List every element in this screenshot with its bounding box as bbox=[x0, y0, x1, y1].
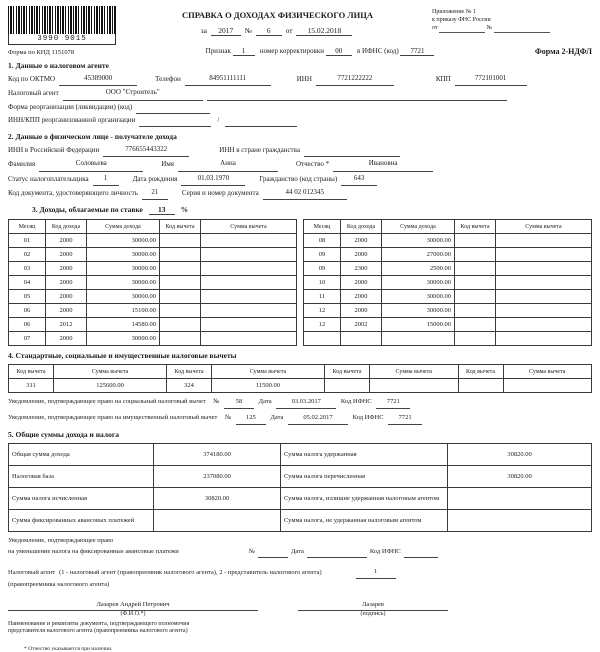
cell-total-label: Сумма налога, не удержанная налоговым агентом bbox=[281, 509, 448, 531]
from-label: от bbox=[285, 26, 293, 35]
inn-rf-row bbox=[8, 143, 592, 157]
notice-social-date-label: Дата bbox=[258, 398, 272, 406]
notice-advance-date-label: Дата bbox=[290, 548, 304, 556]
cell-code[interactable]: 2300 bbox=[341, 262, 382, 276]
signature-block bbox=[298, 601, 448, 617]
cell-code[interactable]: 2000 bbox=[341, 248, 382, 262]
agent-type-row bbox=[8, 566, 592, 579]
ifns-value[interactable]: 7721 bbox=[400, 47, 434, 56]
cell-ded-code[interactable] bbox=[160, 234, 201, 248]
cell-month[interactable]: 12 bbox=[304, 304, 341, 318]
inn-foreign-label: ИНН в стране гражданства bbox=[219, 146, 300, 155]
cell-code[interactable]: 2000 bbox=[341, 276, 382, 290]
notice-social-num-label: № bbox=[213, 398, 220, 406]
cell-amount[interactable]: 15100.00 bbox=[87, 304, 160, 318]
cell-month[interactable] bbox=[304, 332, 341, 346]
totals-table bbox=[8, 443, 592, 532]
col-ded-amount-1: Сумма вычета bbox=[54, 365, 167, 379]
cell-total-label: Налоговая база bbox=[9, 465, 154, 487]
signer-name-block bbox=[8, 601, 258, 617]
section3-title: 3. Доходы, облагаемые по ставке bbox=[32, 205, 143, 215]
notice-advance-row bbox=[0, 532, 600, 558]
cell-amount[interactable]: 2500.00 bbox=[382, 262, 455, 276]
table-header-row bbox=[304, 220, 592, 234]
agent-type-hint: (1 - налоговый агент (правопреемник налогового агента), 2 - представитель налогового агента) bbox=[59, 569, 322, 577]
section1-fields bbox=[0, 72, 600, 127]
table-row bbox=[9, 234, 297, 248]
cell-total-label: Сумма налога перечисленная bbox=[281, 465, 448, 487]
notice-advance-ifns[interactable] bbox=[404, 557, 438, 558]
cell-amount[interactable]: 15000.00 bbox=[382, 318, 455, 332]
barcode-number: 3990 9015 bbox=[8, 34, 116, 45]
cell-ded-code[interactable] bbox=[160, 304, 201, 318]
oktmo-value[interactable]: 45389000 bbox=[59, 72, 137, 86]
cell-deduction-amount[interactable]: 11500.00 bbox=[212, 379, 325, 393]
korr-value[interactable]: 00 bbox=[326, 47, 352, 56]
cell-ded-amount[interactable] bbox=[201, 276, 297, 290]
table-row bbox=[9, 443, 592, 465]
authority-doc-note bbox=[0, 617, 600, 637]
title-block bbox=[123, 6, 432, 36]
signature-row bbox=[0, 591, 600, 617]
cell-month[interactable]: 08 bbox=[304, 234, 341, 248]
section2-title: 2. Данные о физическом лице - получателе дохода bbox=[8, 132, 177, 142]
reorg-value[interactable] bbox=[136, 113, 210, 114]
notice-property-num[interactable]: 125 bbox=[236, 412, 266, 425]
authority-doc-line2: представителя налогового агента (правопреемника налогового агента) bbox=[8, 628, 188, 635]
patronymic-value[interactable]: Ивановна bbox=[333, 157, 433, 171]
doccode-value[interactable]: 21 bbox=[142, 186, 168, 200]
table-row bbox=[9, 487, 592, 509]
col-deduction-amount: Сумма вычета bbox=[201, 220, 297, 234]
cell-ded-code[interactable] bbox=[160, 262, 201, 276]
table-row bbox=[9, 332, 297, 346]
col-month: Месяц bbox=[9, 220, 46, 234]
cell-ded-code[interactable] bbox=[160, 290, 201, 304]
col-ded-code-2: Код вычета bbox=[167, 365, 212, 379]
cell-ded-amount[interactable] bbox=[201, 304, 297, 318]
cell-amount[interactable]: 14580.00 bbox=[87, 318, 160, 332]
table-row bbox=[304, 234, 592, 248]
notice-social-row bbox=[0, 393, 600, 409]
appendix-line2: к приказу ФНС России bbox=[432, 17, 491, 24]
notice-advance-text2: на уменьшение налога на фиксированные авансовые платежи bbox=[8, 548, 179, 556]
cell-ded-code[interactable] bbox=[455, 318, 496, 332]
cell-code[interactable] bbox=[341, 332, 382, 346]
cell-deduction-code[interactable]: 324 bbox=[167, 379, 212, 393]
cell-total-label: Сумма налога исчисленная bbox=[9, 487, 154, 509]
section1-title: 1. Данные о налоговом агенте bbox=[8, 61, 109, 70]
col-ded-amount-3: Сумма вычета bbox=[370, 365, 459, 379]
phone-value[interactable]: 84951111111 bbox=[185, 72, 271, 86]
fio-row bbox=[8, 157, 592, 171]
barcode-image bbox=[8, 6, 116, 34]
title-subline bbox=[123, 26, 432, 36]
section4-title: 4. Стандартные, социальные и имущественные налоговые вычеты bbox=[8, 351, 237, 361]
table-row bbox=[304, 304, 592, 318]
year-label: за bbox=[200, 26, 207, 35]
agent-type-label: Налоговый агент bbox=[8, 569, 56, 577]
surname-label: Фамилия bbox=[8, 160, 36, 169]
cell-amount[interactable]: 30000.00 bbox=[87, 262, 160, 276]
agent-type-hint2: (правопреемника налогового агента) bbox=[8, 580, 110, 588]
cell-month[interactable]: 03 bbox=[9, 262, 46, 276]
cell-deduction-code[interactable]: 311 bbox=[9, 379, 54, 393]
agent-value[interactable]: ООО "Строитель" bbox=[63, 86, 203, 100]
patronymic-label: Отчество * bbox=[296, 160, 330, 169]
table-row bbox=[304, 276, 592, 290]
cell-amount[interactable]: 30000.00 bbox=[87, 276, 160, 290]
cell-month[interactable]: 01 bbox=[9, 234, 46, 248]
notice-property-date-label: Дата bbox=[270, 414, 284, 422]
table-row bbox=[304, 332, 592, 346]
cell-deduction-amount[interactable] bbox=[370, 379, 459, 393]
year-value[interactable]: 2017 bbox=[211, 26, 241, 36]
inn-rf-value[interactable]: 776655443322 bbox=[103, 143, 189, 157]
cell-code[interactable]: 2000 bbox=[341, 290, 382, 304]
agent-inn-value[interactable]: 7721222222 bbox=[316, 72, 394, 86]
cell-amount[interactable]: 30000.00 bbox=[87, 248, 160, 262]
income-tables bbox=[8, 219, 592, 346]
cell-ded-code[interactable] bbox=[160, 332, 201, 346]
oktmo-label: Код по ОКТМО bbox=[8, 75, 56, 83]
section2-fields bbox=[0, 143, 600, 200]
table-row bbox=[304, 248, 592, 262]
status-value[interactable]: 1 bbox=[93, 172, 119, 186]
cell-month[interactable]: 02 bbox=[9, 248, 46, 262]
status-row bbox=[8, 172, 592, 186]
cell-total-value[interactable] bbox=[154, 509, 281, 531]
birth-value[interactable]: 01.03.1970 bbox=[181, 172, 245, 186]
reorg-label: Форма реорганизации (ликвидации) (код) bbox=[8, 102, 133, 111]
notice-advance-num[interactable] bbox=[258, 557, 288, 558]
authority-doc-line1: Наименование и реквизиты документа, подтверждающего полномочия bbox=[8, 620, 190, 627]
cell-ded-code[interactable] bbox=[160, 276, 201, 290]
cell-month[interactable]: 04 bbox=[9, 276, 46, 290]
form-name: Форма 2-НДФЛ bbox=[534, 47, 592, 56]
cell-ded-amount[interactable] bbox=[496, 276, 592, 290]
notice-property-ifns[interactable]: 7721 bbox=[388, 412, 422, 425]
section3-rate-suffix: % bbox=[180, 205, 189, 215]
appendix-from-label: от bbox=[432, 25, 438, 32]
cell-total-label: Сумма фиксированных авансовых платежей bbox=[9, 509, 154, 531]
cell-amount[interactable]: 30000.00 bbox=[382, 234, 455, 248]
num-value[interactable]: 6 bbox=[256, 26, 282, 36]
reorg-inn-value[interactable] bbox=[139, 126, 211, 127]
cell-total-label: Сумма налога удержанная bbox=[281, 443, 448, 465]
col-deduction-code: Код вычета bbox=[455, 220, 496, 234]
cell-code[interactable]: 2000 bbox=[46, 332, 87, 346]
signature-value[interactable]: Лазарев bbox=[298, 601, 448, 611]
cell-ded-amount[interactable] bbox=[496, 248, 592, 262]
income-table-right bbox=[303, 219, 592, 346]
deductions-table bbox=[8, 364, 592, 393]
phone-label: Телефон bbox=[155, 75, 181, 83]
cell-ded-code[interactable] bbox=[455, 248, 496, 262]
table-row bbox=[9, 276, 297, 290]
table-row bbox=[304, 318, 592, 332]
knd-label: Форма по КНД 1151078 bbox=[8, 49, 75, 56]
cell-ded-amount[interactable] bbox=[496, 304, 592, 318]
cell-total-value[interactable]: 374180.00 bbox=[154, 443, 281, 465]
cell-code[interactable]: 2000 bbox=[46, 276, 87, 290]
notice-advance-line2 bbox=[8, 546, 592, 558]
cell-ded-code[interactable] bbox=[455, 332, 496, 346]
cell-ded-amount[interactable] bbox=[496, 332, 592, 346]
cell-amount[interactable]: 30000.00 bbox=[382, 290, 455, 304]
cell-month[interactable]: 09 bbox=[304, 262, 341, 276]
agent-type-code[interactable]: 1 bbox=[356, 566, 396, 579]
cell-ded-amount[interactable] bbox=[496, 234, 592, 248]
signature-caption: (подпись) bbox=[360, 610, 386, 617]
table-header-row bbox=[9, 365, 592, 379]
cell-ded-code[interactable] bbox=[455, 234, 496, 248]
cell-month[interactable]: 12 bbox=[304, 318, 341, 332]
table-row bbox=[9, 465, 592, 487]
cell-ded-amount[interactable] bbox=[201, 262, 297, 276]
col-ded-code-3: Код вычета bbox=[325, 365, 370, 379]
name-label: Имя bbox=[161, 160, 174, 169]
num-label: № bbox=[244, 26, 252, 35]
signer-name[interactable]: Лазарев Андрей Петрович bbox=[8, 601, 258, 611]
appendix-block bbox=[432, 6, 592, 33]
cell-amount[interactable]: 30000.00 bbox=[382, 276, 455, 290]
table-row bbox=[9, 509, 592, 531]
cell-ded-amount[interactable] bbox=[201, 290, 297, 304]
table-row bbox=[9, 290, 297, 304]
birth-label: Дата рождения bbox=[132, 174, 178, 183]
notice-social-date[interactable]: 03.03.2017 bbox=[276, 396, 336, 409]
cell-total-label: Общая сумма дохода bbox=[9, 443, 154, 465]
citizenship-label: Гражданство (код страны) bbox=[259, 174, 338, 183]
cell-month[interactable]: 10 bbox=[304, 276, 341, 290]
cell-code[interactable]: 2000 bbox=[46, 234, 87, 248]
cell-total-value[interactable] bbox=[448, 487, 592, 509]
agent-type-block bbox=[0, 558, 600, 590]
cell-total-value[interactable]: 30820.00 bbox=[448, 443, 592, 465]
income-table-left bbox=[8, 219, 297, 346]
reorg-kpp-value[interactable] bbox=[225, 126, 297, 127]
priznak-value[interactable]: 1 bbox=[233, 47, 255, 56]
korr-label: номер корректировки bbox=[259, 47, 324, 55]
section3-rate[interactable]: 13 bbox=[149, 205, 175, 215]
docnum-value[interactable]: 44 02 012345 bbox=[263, 186, 347, 200]
cell-amount[interactable]: 30000.00 bbox=[87, 234, 160, 248]
notice-social-num[interactable]: 58 bbox=[224, 396, 254, 409]
cell-code[interactable]: 2000 bbox=[46, 262, 87, 276]
section3-title-row bbox=[0, 200, 600, 217]
cell-month[interactable]: 09 bbox=[304, 248, 341, 262]
cell-total-label: Сумма налога, излишне удержанная налоговым агентом bbox=[281, 487, 448, 509]
cell-ded-amount[interactable] bbox=[496, 318, 592, 332]
agent-kpp-label: КПП bbox=[435, 75, 451, 83]
reorg-row bbox=[8, 101, 592, 114]
docnum-label: Серия и номер документа bbox=[181, 189, 259, 198]
col-ded-code-1: Код вычета bbox=[9, 365, 54, 379]
cell-deduction-amount[interactable]: 125600.00 bbox=[54, 379, 167, 393]
cell-ded-amount[interactable] bbox=[201, 248, 297, 262]
appendix-num-label: № bbox=[486, 25, 493, 32]
table-header-row bbox=[9, 220, 297, 234]
page-title: СПРАВКА О ДОХОДАХ ФИЗИЧЕСКОГО ЛИЦА bbox=[181, 10, 373, 20]
cell-code[interactable]: 2000 bbox=[46, 304, 87, 318]
notice-property-date[interactable]: 05.02.2017 bbox=[288, 412, 348, 425]
notice-property-row bbox=[0, 409, 600, 425]
cell-month[interactable]: 06 bbox=[9, 304, 46, 318]
notice-advance-ifns-label: Код ИФНС bbox=[369, 548, 401, 556]
agent-inn-label: ИНН bbox=[296, 75, 312, 83]
col-income-amount: Сумма дохода bbox=[382, 220, 455, 234]
col-month: Месяц bbox=[304, 220, 341, 234]
agent-label: Налоговый агент bbox=[8, 89, 59, 98]
agent-row bbox=[8, 86, 592, 100]
date-value[interactable]: 15.02.2018 bbox=[296, 26, 352, 36]
table-row bbox=[9, 318, 297, 332]
section5-title: 5. Общие суммы дохода и налога bbox=[8, 429, 119, 439]
cell-total-value[interactable] bbox=[448, 509, 592, 531]
reorg-inn-label: ИНН/КПП реорганизованной организации bbox=[8, 115, 136, 124]
cell-month[interactable]: 07 bbox=[9, 332, 46, 346]
col-income-code: Код дохода bbox=[341, 220, 382, 234]
reorg-inn-row: ИНН/КПП реорганизованной организации / bbox=[8, 114, 592, 127]
notice-advance-date[interactable] bbox=[307, 557, 367, 558]
cell-total-value[interactable]: 30820.00 bbox=[154, 487, 281, 509]
cell-code[interactable]: 2002 bbox=[341, 318, 382, 332]
cell-deduction-code[interactable] bbox=[458, 379, 503, 393]
table-row bbox=[9, 304, 297, 318]
citizenship-value[interactable]: 643 bbox=[341, 172, 377, 186]
cell-ded-amount[interactable] bbox=[201, 332, 297, 346]
notice-property-num-label: № bbox=[225, 414, 232, 422]
notice-social-ifns[interactable]: 7721 bbox=[376, 396, 410, 409]
priznak-label: Признак bbox=[205, 47, 231, 55]
status-label: Статус налогоплательщика bbox=[8, 174, 89, 183]
cell-amount[interactable]: 30000.00 bbox=[382, 304, 455, 318]
cell-total-value[interactable]: 237080.00 bbox=[154, 465, 281, 487]
oktmo-row bbox=[8, 72, 592, 86]
inn-rf-label: ИНН в Российской Федерации bbox=[8, 146, 100, 155]
ifns-label: в ИФНС (код) bbox=[357, 47, 399, 55]
appendix-line1: Приложение № 1 bbox=[432, 9, 476, 15]
surname-value[interactable]: Соловьева bbox=[39, 157, 143, 171]
cell-ded-code[interactable] bbox=[160, 318, 201, 332]
cell-ded-amount[interactable] bbox=[496, 290, 592, 304]
cell-ded-amount[interactable] bbox=[201, 318, 297, 332]
notice-property-text: Уведомление, подтверждающее право на имущественный налоговый вычет bbox=[8, 414, 218, 422]
cell-amount[interactable]: 27000.00 bbox=[382, 248, 455, 262]
cell-code[interactable]: 2000 bbox=[341, 234, 382, 248]
doc-row bbox=[8, 186, 592, 200]
table-row bbox=[304, 262, 592, 276]
cell-month[interactable]: 05 bbox=[9, 290, 46, 304]
cell-ded-code[interactable] bbox=[160, 248, 201, 262]
col-deduction-amount: Сумма вычета bbox=[496, 220, 592, 234]
footnote: * Отчество указывается при наличии. bbox=[24, 646, 113, 652]
name-value[interactable]: Анна bbox=[178, 157, 278, 171]
priznak-row bbox=[128, 47, 512, 56]
cell-ded-code[interactable] bbox=[455, 304, 496, 318]
cell-month[interactable]: 06 bbox=[9, 318, 46, 332]
notice-social-ifns-label: Код ИФНС bbox=[340, 398, 372, 406]
table-row bbox=[9, 262, 297, 276]
table-row bbox=[304, 290, 592, 304]
notice-social-text: Уведомление, подтверждающее право на социальный налоговый вычет bbox=[8, 398, 206, 406]
cell-deduction-amount[interactable] bbox=[503, 379, 592, 393]
doccode-label: Код документа, удостоверяющего личность bbox=[8, 189, 138, 198]
col-ded-amount-2: Сумма вычета bbox=[212, 365, 325, 379]
cell-ded-code[interactable] bbox=[455, 276, 496, 290]
cell-amount[interactable]: 30000.00 bbox=[87, 332, 160, 346]
cell-month[interactable]: 11 bbox=[304, 290, 341, 304]
col-ded-code-4: Код вычета bbox=[458, 365, 503, 379]
cell-code[interactable]: 2000 bbox=[46, 290, 87, 304]
notice-advance-line1: Уведомление, подтверждающее право bbox=[8, 536, 114, 544]
cell-code[interactable]: 2000 bbox=[46, 248, 87, 262]
document-header bbox=[0, 0, 600, 45]
cell-code[interactable]: 2012 bbox=[46, 318, 87, 332]
cell-code[interactable]: 2000 bbox=[341, 304, 382, 318]
col-income-code: Код дохода bbox=[46, 220, 87, 234]
table-row bbox=[9, 379, 592, 393]
cell-amount[interactable] bbox=[382, 332, 455, 346]
agent-kpp-value[interactable]: 772101001 bbox=[455, 72, 527, 86]
col-income-amount: Сумма дохода bbox=[87, 220, 160, 234]
col-deduction-code: Код вычета bbox=[160, 220, 201, 234]
cell-total-value[interactable]: 30820.00 bbox=[448, 465, 592, 487]
meta-row bbox=[0, 45, 600, 56]
cell-ded-code[interactable] bbox=[455, 290, 496, 304]
cell-ded-code[interactable] bbox=[455, 262, 496, 276]
notice-advance-num-label: № bbox=[248, 548, 255, 556]
barcode-block bbox=[8, 6, 123, 45]
cell-amount[interactable]: 30000.00 bbox=[87, 290, 160, 304]
notice-property-ifns-label: Код ИФНС bbox=[352, 414, 384, 422]
col-ded-amount-4: Сумма вычета bbox=[503, 365, 592, 379]
table-row bbox=[9, 248, 297, 262]
cell-ded-amount[interactable] bbox=[201, 234, 297, 248]
cell-deduction-code[interactable] bbox=[325, 379, 370, 393]
cell-ded-amount[interactable] bbox=[496, 262, 592, 276]
signer-name-caption: (Ф.И.О.*) bbox=[120, 610, 146, 617]
